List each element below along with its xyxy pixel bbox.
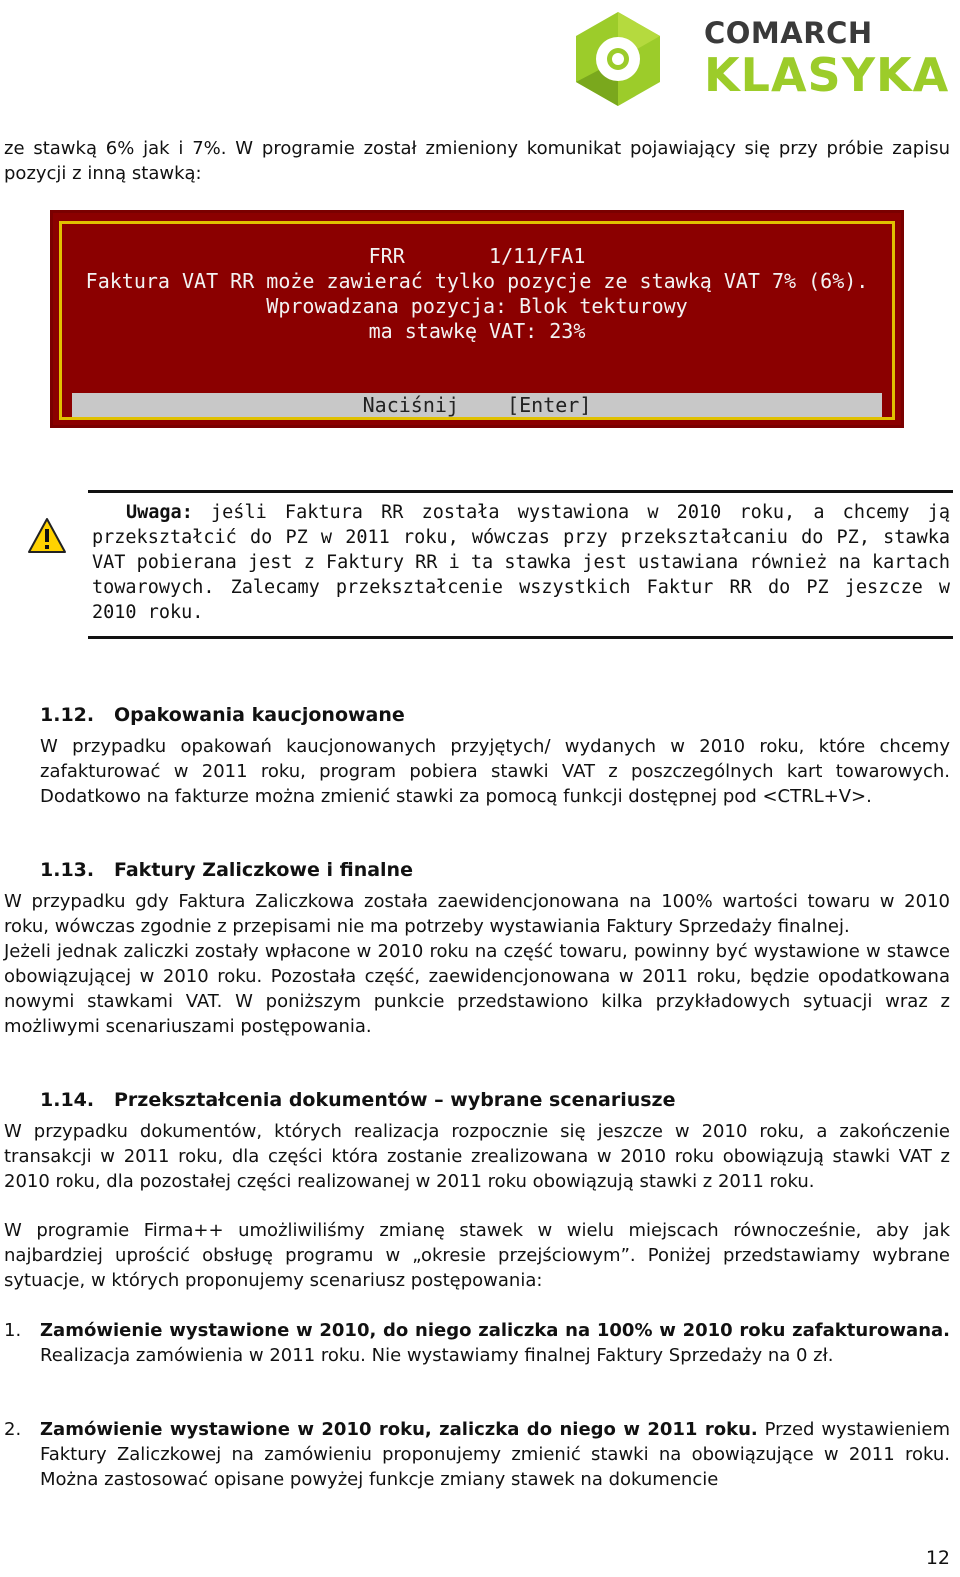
list-item-number: 1.: [4, 1320, 22, 1341]
warning-text: jeśli Faktura RR została wystawiona w 2010 roku, a chcemy ją przekształcić do PZ w 2011 roku, wówczas przy przekształcaniu do PZ, stawka VAT pobierana jest z Faktury RR i ta stawka jest ustawiana również na kartach towarowych. Zalecamy przekształcenie wszystkich Faktur RR do PZ jeszcze w 2010 roku.: [92, 502, 950, 623]
section-title: Faktury Zaliczkowe i finalne: [114, 859, 413, 881]
warning-icon: [26, 516, 68, 556]
warning-top-rule: [88, 490, 953, 493]
section-1-13-text-2: Jeżeli jednak zaliczki zostały wpłacone w 2010 roku na część towaru, powinny być wystawione w stawce obowiązującej w 2010 roku. Pozostała część, zaewidencjonowana w 2011 roku, będzie opodatkowana nowymi stawkami VAT. W poniższym punkcie przedstawiono kilka przykładowych sytuacji wraz z możliwymi scenariuszami postępowania.: [4, 941, 950, 1037]
section-1-14-text-2: W programie Firma++ umożliwiliśmy zmianę stawek w wielu miejscach równocześnie, aby jak najbardziej uprościć obsługę programu w „okresie przejściowym”. Poniżej przedstawiamy wybrane sytuacje, w których proponujemy scenariusz postępowania:: [4, 1220, 950, 1291]
list-item-text: Realizacja zamówienia w 2011 roku. Nie wystawiamy finalnej Faktury Sprzedaży na 0 zł.: [40, 1345, 834, 1366]
logo-text-comarch: COMARCH: [704, 16, 873, 50]
dialog-vat-line: ma stawkę VAT: 23%: [368, 319, 586, 343]
section-1-13-text-1: W przypadku gdy Faktura Zaliczkowa została zaewidencjonowana na 100% wartości towaru w 2010 roku, wówczas zgodnie z przepisami nie ma potrzeby wystawiania Faktury Sprzedaży finalnej.: [4, 891, 950, 937]
section-heading-1-14: [40, 1088, 676, 1113]
dialog-frame: [59, 221, 895, 420]
warning-label: Uwaga:: [126, 502, 193, 523]
dialog-message-line: Faktura VAT RR może zawierać tylko pozycje ze stawką VAT 7% (6%).: [85, 269, 869, 293]
section-number: 1.14.: [40, 1089, 95, 1111]
warning-bottom-rule: [88, 636, 953, 639]
comarch-logo-icon: [568, 8, 668, 108]
dialog-document-id: FRR 1/11/FA1: [368, 244, 586, 268]
section-number: 1.12.: [40, 704, 95, 726]
list-item-number: 2.: [4, 1419, 22, 1440]
press-enter-button[interactable]: Naciśnij [Enter]: [72, 393, 882, 417]
section-1-12-text: W przypadku opakowań kaucjonowanych przyjętych/ wydanych w 2010 roku, które chcemy zafakturować w 2011 roku, program pobiera stawki VAT z poszczególnych kart towarowych. Dodatkowo na fakturze można zmienić stawki za pomocą funkcji dostępnej pod <CTRL+V>.: [40, 736, 950, 807]
section-title: Opakowania kaucjonowane: [114, 704, 405, 726]
list-item-text: Przed wystawieniem Faktury Zaliczkowej na zamówieniu proponujemy zmienić stawki na obowiązujące w 2011 roku. Można zastosować opisane powyżej funkcje zmiany stawek na dokumencie: [40, 1419, 951, 1490]
comarch-klasyka-logo: [568, 8, 950, 108]
intro-paragraph: ze stawką 6% jak i 7%. W programie został zmieniony komunikat pojawiający się przy próbie zapisu pozycji z inną stawką:: [4, 138, 950, 184]
dialog-item-line: Wprowadzana pozycja: Blok tekturowy: [266, 294, 688, 318]
vat-warning-dialog: [50, 210, 904, 428]
section-heading-1-12: [40, 703, 405, 728]
section-1-14-text-1: W przypadku dokumentów, których realizacja rozpocznie się jeszcze w 2010 roku, a zakończenie transakcji w 2011 roku, dla części która zostanie zrealizowana w 2010 roku obowiązują stawki VAT z 2010 roku, dla pozostałej części realizowanej w 2011 roku obowiązują stawki z 2011 roku.: [4, 1121, 950, 1192]
section-number: 1.13.: [40, 859, 95, 881]
section-title: Przekształcenia dokumentów – wybrane scenariusze: [114, 1089, 676, 1111]
list-item-bold: Zamówienie wystawione w 2010, do niego zaliczka na 100% w 2010 roku zafakturowana.: [40, 1320, 950, 1341]
page-number: 12: [925, 1547, 950, 1569]
section-heading-1-13: [40, 858, 413, 883]
list-item: [40, 1318, 950, 1368]
list-item-bold: Zamówienie wystawione w 2010 roku, zaliczka do niego w 2011 roku.: [40, 1419, 758, 1440]
logo-text-klasyka: KLASYKA: [704, 48, 950, 102]
list-item: [40, 1417, 950, 1492]
warning-note: [92, 500, 950, 625]
